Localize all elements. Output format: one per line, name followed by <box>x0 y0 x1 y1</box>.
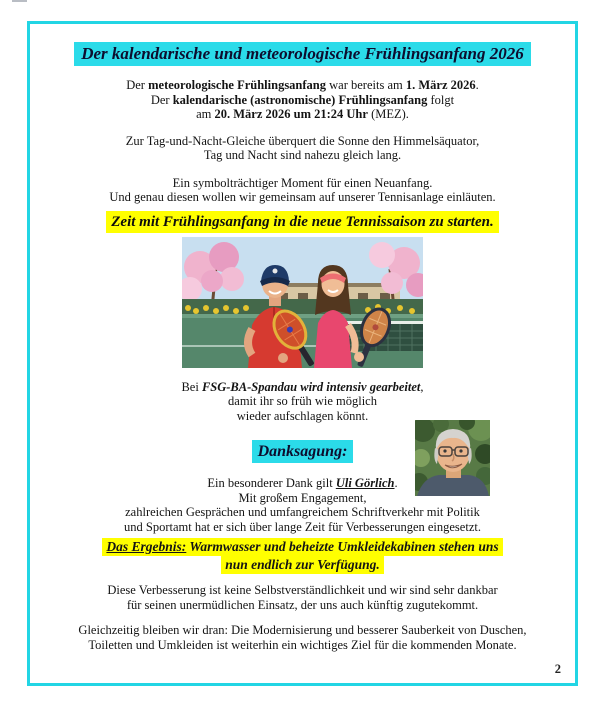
result-banner <box>30 538 575 574</box>
text-line: Bei FSG-BA-Spandau wird intensiv gearbeitet, <box>181 379 424 394</box>
text-line: Mit großem Engagement, <box>238 490 367 505</box>
text-line: zahlreichen Gesprächen und umfangreichem Schriftverkehr mit Politik <box>125 505 480 519</box>
text-line: Gleichzeitig bleiben wir dran: Die Modernisierung und besserer Sauberkeit von Duschen, <box>78 623 527 637</box>
text-line: Der kalendarische (astronomische) Frühlingsanfang folgt <box>150 92 455 107</box>
outlook-paragraph <box>30 623 575 652</box>
tennis-photo-illustration <box>182 237 423 368</box>
danksagung-row <box>30 440 575 463</box>
equinox-paragraph <box>30 134 575 163</box>
text-line: Der meteorologische Frühlingsanfang war bereits am 1. März 2026. <box>126 78 479 92</box>
text-line: Zur Tag-und-Nacht-Gleiche überquert die Sonne den Himmelsäquator, <box>125 133 480 148</box>
text-line: Toiletten und Umkleiden ist weiterhin ein wichtiges Ziel für die kommenden Monate. <box>88 637 517 652</box>
text-line: Und genau diesen wollen wir gemeinsam auf unserer Tennisanlage einläuten. <box>109 190 496 204</box>
text-line: am 20. März 2026 um 21:24 Uhr (MEZ). <box>196 107 409 121</box>
uli-goerlich-photo <box>415 420 490 496</box>
season-banner: Zeit mit Frühlingsanfang in die neue Tennissaison zu starten. <box>106 211 498 233</box>
danksagung-heading: Danksagung: <box>252 440 354 463</box>
scan-artifact <box>12 0 27 2</box>
fsg-paragraph <box>30 380 575 424</box>
result-banner-line2 <box>30 556 575 574</box>
page-number: 2 <box>554 662 561 676</box>
gratitude-paragraph <box>30 583 575 612</box>
intro-paragraph <box>30 78 575 122</box>
text-line: nun endlich zur Verfügung. <box>221 556 384 574</box>
text-line: wieder aufschlagen könnt. <box>236 408 369 423</box>
title-row <box>30 42 575 66</box>
moment-paragraph <box>30 176 575 205</box>
text-line: damit ihr so früh wie möglich <box>228 394 377 408</box>
text-line: Tag und Nacht sind nahezu gleich lang. <box>203 148 402 162</box>
tennis-couple-photo <box>30 237 575 368</box>
thanks-paragraph <box>30 476 575 534</box>
page-title: Der kalendarische und meteorologische Frühlingsanfang 2026 <box>74 42 531 66</box>
page-border-frame <box>27 21 578 686</box>
text-line: Das Ergebnis: Warmwasser und beheizte Umkleidekabinen stehen uns <box>102 538 502 556</box>
text-line: für seinen unermüdlichen Einsatz, der uns auch künftig zugutekommt. <box>126 597 479 612</box>
text-line: Diese Verbesserung ist keine Selbstverständlichkeit und wir sind sehr dankbar <box>107 583 498 597</box>
text-line: Ein symbolträchtiger Moment für einen Neuanfang. <box>172 175 433 190</box>
text-line: Ein besonderer Dank gilt Uli Görlich. <box>207 476 398 490</box>
season-banner-row <box>30 211 575 233</box>
text-line: und Sportamt hat er sich über lange Zeit für Verbesserungen eingesetzt. <box>124 519 481 534</box>
result-banner-line1 <box>30 538 575 556</box>
uli-photo-illustration <box>415 420 490 496</box>
